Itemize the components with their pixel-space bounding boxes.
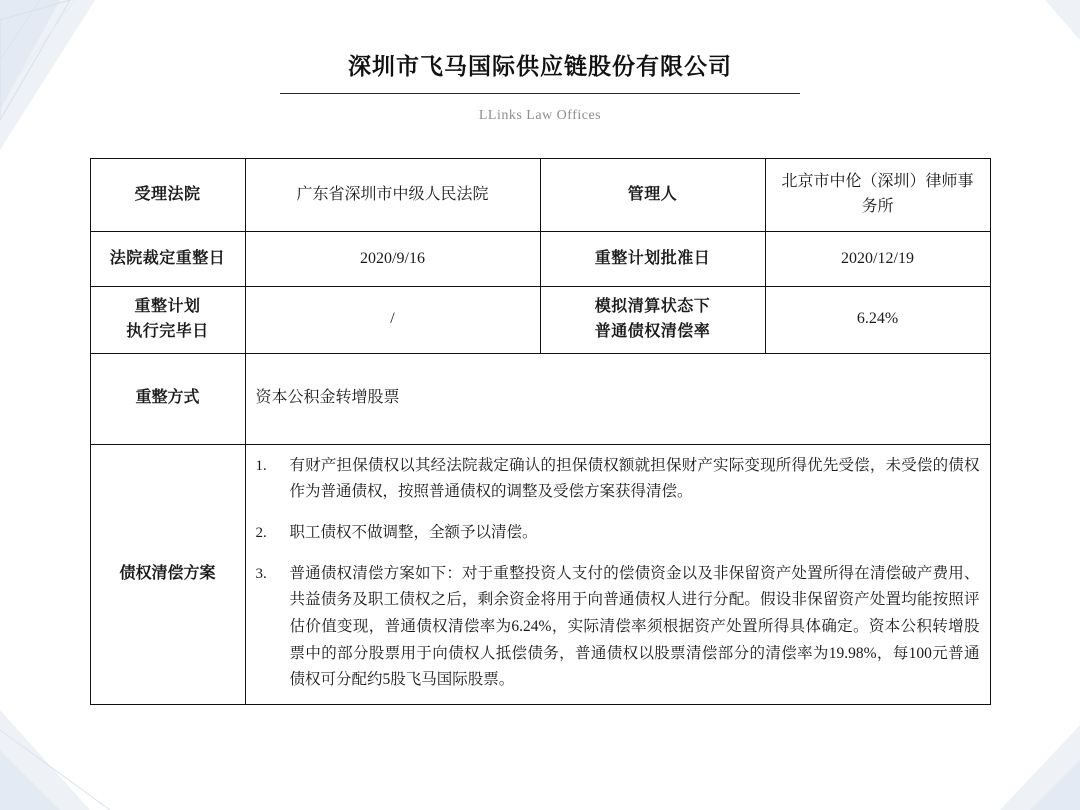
list-item-number: 2.	[255, 524, 267, 541]
table-row	[90, 444, 990, 704]
document-header	[0, 0, 1080, 124]
list-item	[256, 453, 980, 506]
list-item-text: 有财产担保债权以其经法院裁定确认的担保债权额就担保财产实际变现所得优先受偿，未受偿的债权作为普通债权，按照普通债权的调整及受偿方案获得清偿。	[289, 456, 980, 501]
value-restructuring-mode: 资本公积金转增股票	[245, 353, 990, 444]
label-accepting-court: 受理法院	[90, 159, 245, 232]
list-item	[256, 520, 980, 547]
claims-list	[256, 453, 980, 694]
value-ruling-date: 2020/9/16	[245, 232, 540, 287]
list-item-text: 普通债权清偿方案如下：对于重整投资人支付的偿债资金以及非保留资产处置所得在清偿破产费用、共益债务及职工债权之后，剩余资金将用于向普通债权人进行分配。假设非保留资产处置均能按照评估价值变现，普通债权清偿率为6.24%，实际清偿率须根据资产处置所得具体确定。资本公积转增股票中的部分股票用于向债权人抵偿债务，普通债权以股票清偿部分的清偿率为19.98%，每100元普通债权可分配约5股飞马国际股票。	[289, 564, 980, 689]
table-row	[90, 287, 990, 354]
value-simulated-repayment-rate: 6.24%	[765, 287, 990, 354]
value-approval-date: 2020/12/19	[765, 232, 990, 287]
page-title: 深圳市飞马国际供应链股份有限公司	[348, 54, 732, 79]
table-row	[90, 353, 990, 444]
label-plan-completion-date-line1: 重整计划	[134, 298, 201, 315]
value-claims-repayment-plan	[245, 444, 990, 704]
value-administrator: 北京市中伦（深圳）律师事务所	[765, 159, 990, 232]
title-divider	[280, 93, 800, 94]
label-plan-completion-date-line2: 执行完毕日	[126, 322, 209, 340]
label-restructuring-mode: 重整方式	[90, 353, 245, 444]
value-plan-completion-date: /	[245, 287, 540, 354]
label-simulated-repayment-rate-line1: 模拟清算状态下	[594, 298, 711, 315]
value-accepting-court: 广东省深圳市中级人民法院	[245, 159, 540, 232]
label-simulated-repayment-rate-line2: 普通债权清偿率	[594, 322, 711, 340]
label-approval-date: 重整计划批准日	[540, 232, 765, 287]
restructuring-summary-table	[90, 158, 991, 705]
decorative-corner-bottom-right	[960, 690, 1080, 810]
label-administrator: 管理人	[540, 159, 765, 232]
list-item-number: 1.	[255, 457, 267, 474]
label-ruling-date: 法院裁定重整日	[90, 232, 245, 287]
label-plan-completion-date	[90, 287, 245, 354]
list-item	[256, 561, 980, 694]
label-simulated-repayment-rate	[540, 287, 765, 354]
law-firm-name: LLinks Law Offices	[478, 108, 602, 123]
label-claims-repayment-plan: 债权清偿方案	[90, 444, 245, 704]
table-row	[90, 159, 990, 232]
table-row	[90, 232, 990, 287]
list-item-number: 3.	[255, 565, 267, 582]
list-item-text: 职工债权不做调整，全额予以清偿。	[289, 523, 538, 541]
